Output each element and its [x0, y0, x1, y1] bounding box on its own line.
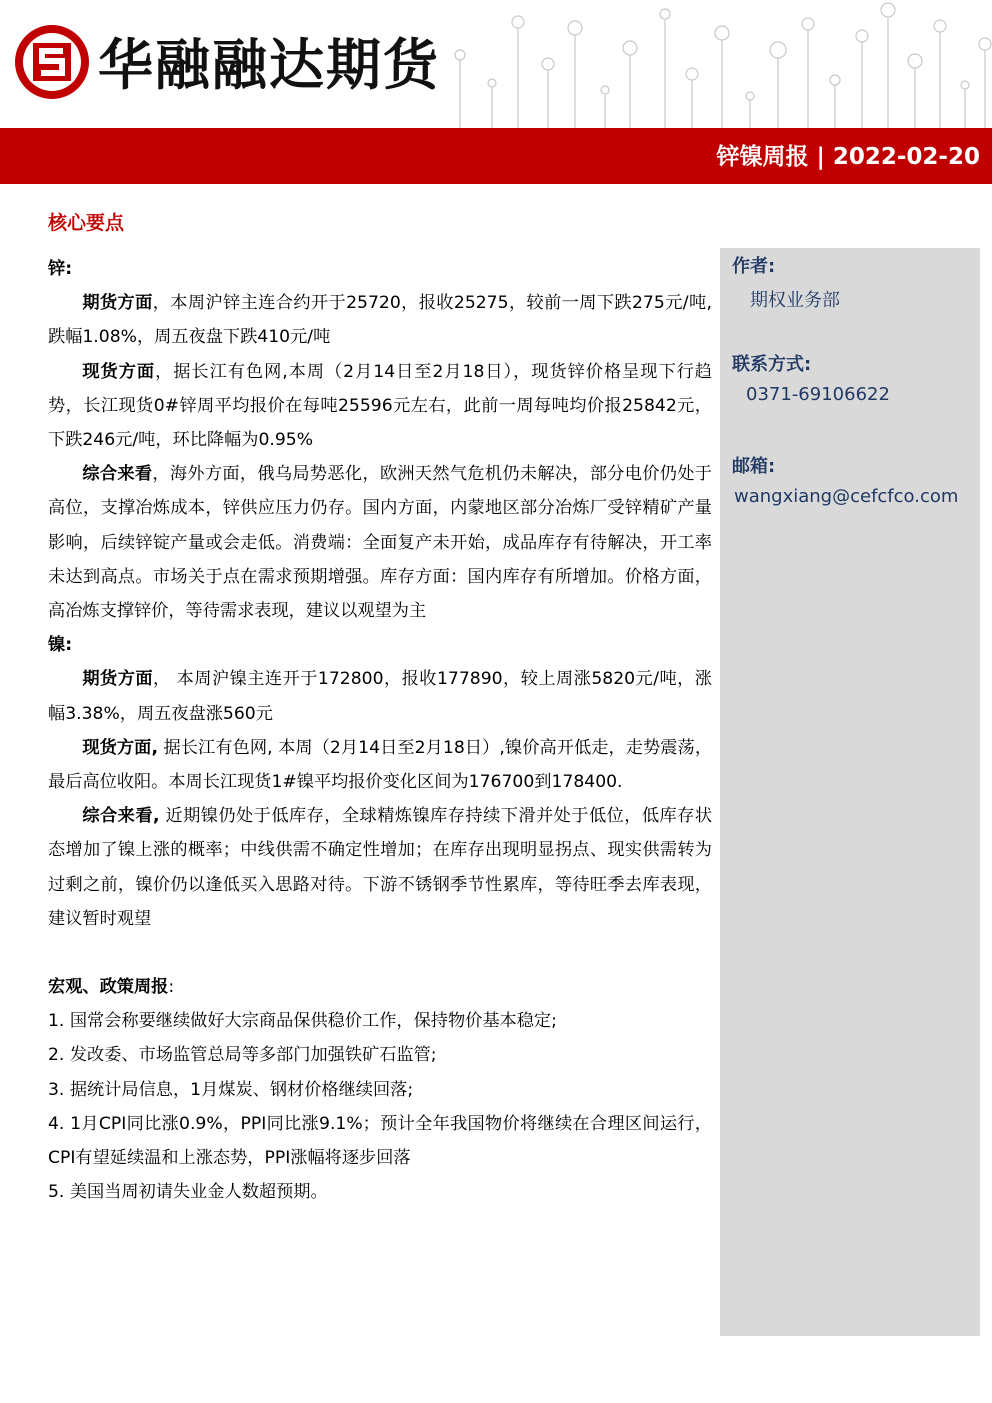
zinc-futures-paragraph: [48, 286, 712, 354]
zinc-spot-label: 现货方面: [82, 361, 156, 382]
nickel-spot-text: 据长江有色网, 本周（2月14日至2月18日）,镍价高开低走，走势震荡，最后高位收阳。本周长江现货1#镍平均报价变化区间为176700到178400.: [48, 737, 713, 793]
nickel-spot-label: 现货方面,: [82, 737, 158, 758]
zinc-heading: 锌:: [48, 259, 73, 279]
macro-item: 3. 据统计局信息，1月煤炭、钢材价格继续回落;: [48, 1079, 414, 1100]
info-sidebar: [720, 248, 980, 1336]
author-label: 作者:: [732, 256, 776, 277]
zinc-spot-text: ，据长江有色网,本周（2月14日至2月18日），现货锌价格呈现下行趋势，长江现货0#锌周平均报价在每吨25596元左右，此前一周每吨均价报25842元，下跌246元/吨，环比降幅为0.95%: [48, 361, 712, 451]
zinc-futures-text: ，本周沪锌主连合约开于25720，报收25275，较前一周下跌275元/吨,跌幅1.08%，周五夜盘下跌410元/吨: [48, 293, 712, 348]
nickel-futures-paragraph: [48, 662, 712, 730]
decorative-lines-graphic: [430, 0, 992, 128]
nickel-heading: 镍:: [48, 635, 73, 656]
nickel-spot-paragraph: [48, 731, 712, 799]
company-logo-icon: [12, 22, 92, 102]
report-title: 锌镍周报 | 2022-02-20: [716, 144, 980, 170]
contact-label: 联系方式:: [732, 354, 812, 375]
nickel-summary-paragraph: [48, 799, 712, 936]
author-value: 期权业务部: [750, 290, 840, 311]
report-header: [0, 0, 992, 185]
nickel-summary-label: 综合来看,: [82, 806, 160, 827]
nickel-futures-label: 期货方面: [82, 669, 154, 690]
macro-item: 1. 国常会称要继续做好大宗商品保供稳价工作，保持物价基本稳定;: [48, 1011, 557, 1032]
zinc-summary-paragraph: [48, 457, 712, 628]
contact-phone: 0371-69106622: [746, 384, 890, 405]
zinc-summary-label: 综合来看: [82, 464, 153, 485]
nickel-summary-text: 近期镍仍处于低库存，全球精炼镍库存持续下滑并处于低位，低库存状态增加了镍上涨的概率；中线供需不确定性增加；在库存出现明显拐点、现实供需转为过剩之前，镍价仍以逢低买入思路对待。下游不锈钢季节性累库，等待旺季去库表现，建议暂时观望: [48, 806, 713, 929]
zinc-summary-text: ，海外方面，俄乌局势恶化，欧洲天然气危机仍未解决，部分电价仍处于高位，支撑冶炼成本，锌供应压力仍存。国内方面，内蒙地区部分冶炼厂受锌精矿产量影响，后续锌锭产量或会走低。消费端：全面复产未开始，成品库存有待解决，开工率未达到高点。市场关于点在需求预期增强。库存方面：国内库存有所增加。价格方面，高冶炼支撑锌价，等待需求表现，建议以观望为主: [48, 464, 712, 622]
macro-item: 2. 发改委、市场监管总局等多部门加强铁矿石监管;: [48, 1045, 437, 1066]
main-content: [48, 252, 712, 1209]
nickel-futures-text: ， 本周沪镍主连开于172800，报收177890，较上周涨5820元/吨，涨幅3.38%，周五夜盘涨560元: [48, 669, 712, 724]
core-points-heading: 核心要点: [48, 212, 125, 234]
macro-item: 5. 美国当周初请失业金人数超预期。: [48, 1182, 328, 1203]
macro-item: 4. 1月CPI同比涨0.9%，PPI同比涨9.1%；预计全年我国物价将继续在合理区间运行，CPI有望延续温和上涨态势，PPI涨幅将逐步回落: [48, 1113, 712, 1169]
zinc-futures-label: 期货方面: [82, 293, 153, 314]
company-name: 华融融达期货: [98, 33, 441, 97]
macro-heading: 宏观、政策周报:: [48, 977, 175, 998]
zinc-spot-paragraph: [48, 355, 712, 458]
email-label: 邮箱:: [732, 456, 776, 477]
email-link[interactable]: wangxiang@cefcfco.com: [734, 486, 959, 507]
